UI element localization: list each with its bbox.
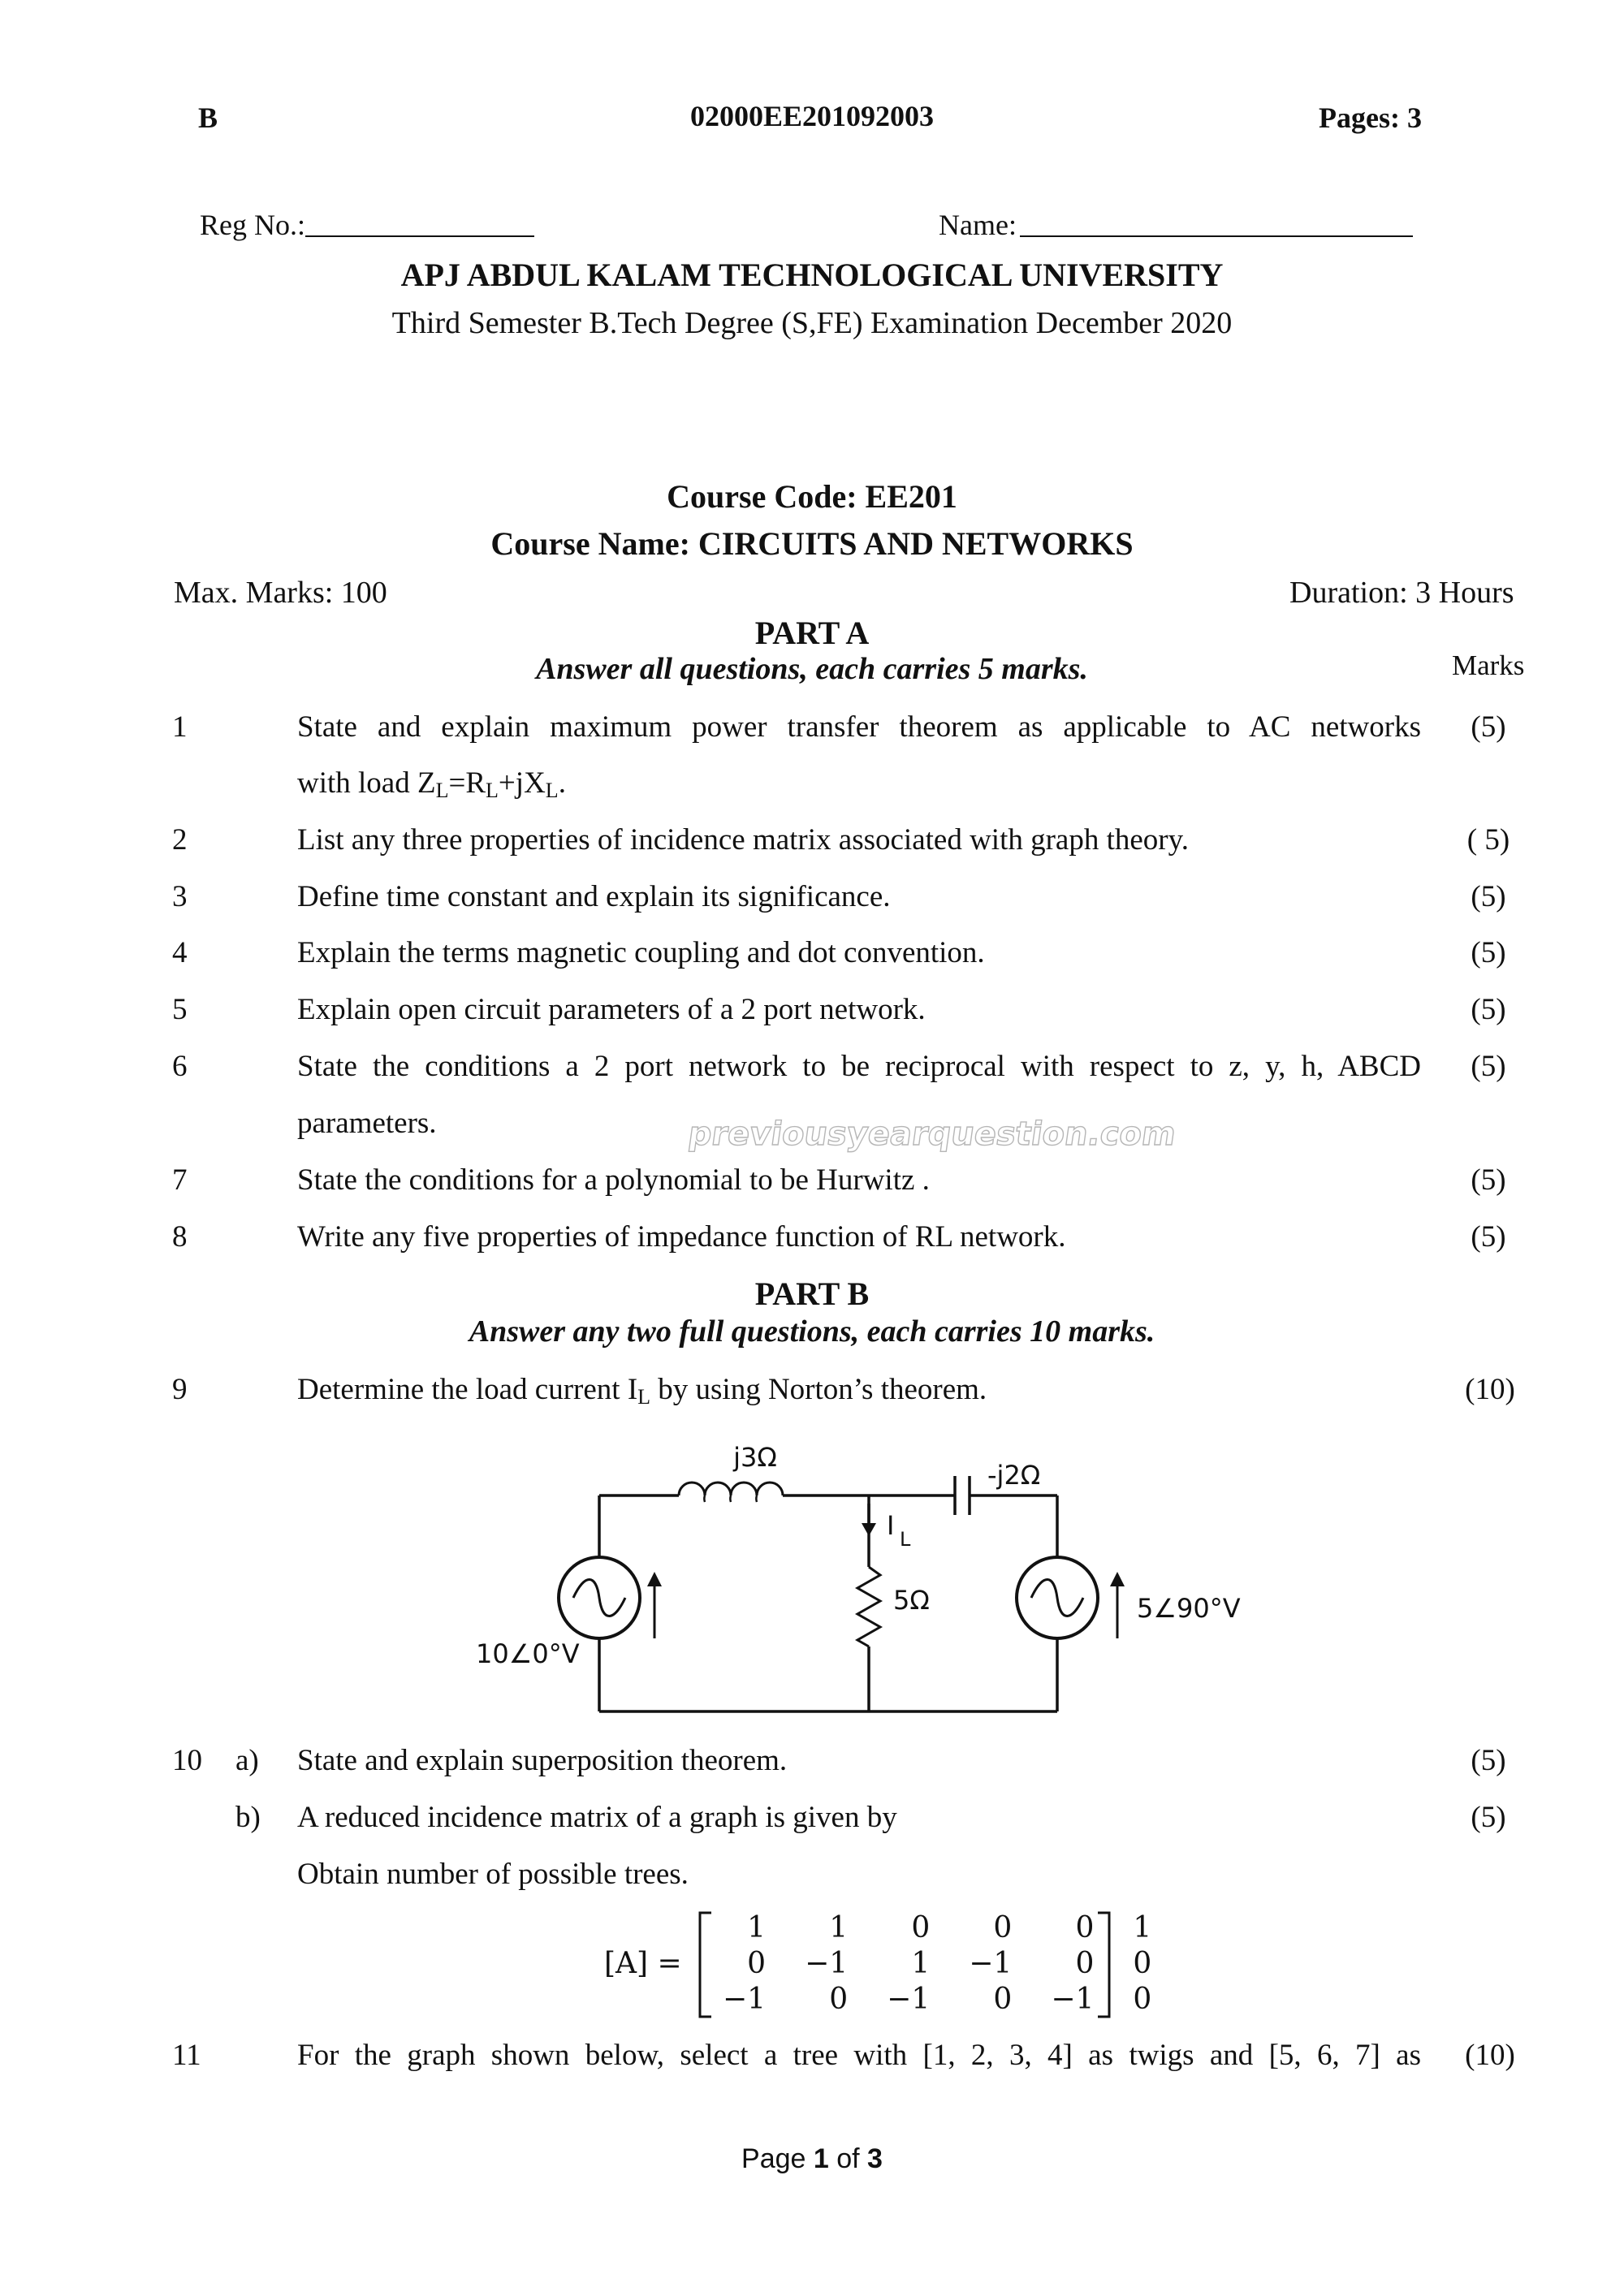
- matrix-cell: 0: [1133, 1946, 1152, 1980]
- q4-text: Explain the terms magnetic coupling and dot convention.: [297, 936, 985, 969]
- q8-text: Write any five properties of impedance function of RL network.: [297, 1220, 1066, 1254]
- q6-text-line2: parameters.: [297, 1107, 437, 1140]
- q10a-text: State and explain superposition theorem.: [297, 1744, 788, 1777]
- q10b-text: A reduced incidence matrix of a graph is given by: [297, 1801, 897, 1834]
- capacitor-label: -j2Ω: [987, 1460, 1041, 1491]
- matrix-cell: 0: [993, 1910, 1013, 1944]
- q10b-label: b): [235, 1801, 261, 1834]
- source-left-label: 10∠0°V: [476, 1638, 580, 1669]
- matrix-cell: 0: [993, 1982, 1013, 2016]
- q6-number: 6: [172, 1050, 188, 1083]
- resistor-label: 5Ω: [893, 1585, 930, 1616]
- set-label: B: [198, 101, 218, 134]
- page-footer: Page 1 of 3: [741, 2143, 883, 2174]
- matrix-cell: 0: [1133, 1982, 1152, 2016]
- q2-number: 2: [172, 823, 188, 857]
- q7-text: State the conditions for a polynomial to be Hurwitz .: [297, 1163, 930, 1197]
- matrix-cell: 1: [747, 1910, 767, 1944]
- q11-text: For the graph shown below, select a tree with [1, 2, 3, 4] as twigs and [5, 6, 7] as: [297, 2039, 1421, 2072]
- part-a-instruction: Answer all questions, each carries 5 marks.: [536, 652, 1088, 686]
- q10a-marks: (5): [1471, 1744, 1506, 1777]
- q6-text-line1: State the conditions a 2 port network to be reciprocal with respect to z, y, h, ABCD: [297, 1050, 1421, 1083]
- q11-marks: (10): [1465, 2039, 1515, 2072]
- q6-marks: (5): [1471, 1050, 1506, 1083]
- q5-marks: (5): [1471, 993, 1506, 1026]
- q9-number: 9: [172, 1373, 188, 1406]
- course-name: Course Name: CIRCUITS AND NETWORKS: [490, 525, 1134, 562]
- matrix-cell: 1: [829, 1910, 849, 1944]
- marks-header: Marks: [1452, 650, 1525, 681]
- q9-marks: (10): [1465, 1373, 1515, 1406]
- q10b-text-line2: Obtain number of possible trees.: [297, 1858, 689, 1891]
- exam-title: Third Semester B.Tech Degree (S,FE) Examination December 2020: [391, 306, 1233, 340]
- q3-number: 3: [172, 880, 188, 913]
- q8-marks: (5): [1471, 1220, 1506, 1254]
- matrix-cell: 0: [911, 1910, 931, 1944]
- course-code: Course Code: EE201: [667, 478, 957, 515]
- q8-number: 8: [172, 1220, 188, 1254]
- part-a-title: PART A: [754, 615, 870, 651]
- matrix-cell: −1: [1051, 1982, 1095, 2016]
- matrix-cell: −1: [887, 1982, 931, 2016]
- name-label: Name:: [939, 209, 1017, 241]
- matrix-row: [703, 1945, 1171, 1981]
- matrix-row: [703, 1910, 1171, 1945]
- q2-marks: ( 5): [1466, 823, 1510, 857]
- source-right-label: 5∠90°V: [1137, 1593, 1241, 1624]
- q2-text: List any three properties of incidence matrix associated with graph theory.: [297, 823, 1189, 857]
- reg-no-label: Reg No.:: [200, 209, 305, 241]
- incidence-matrix: [703, 1910, 1171, 2017]
- q1-text-line1: State and explain maximum power transfer theorem as applicable to AC networks: [297, 710, 1421, 744]
- matrix-cell: −1: [805, 1946, 849, 1980]
- q3-marks: (5): [1471, 880, 1506, 913]
- matrix-cell: −1: [969, 1946, 1013, 1980]
- q5-text: Explain open circuit parameters of a 2 port network.: [297, 993, 926, 1026]
- current-label-sub: L: [900, 1528, 911, 1551]
- q10-number: 10: [172, 1744, 202, 1777]
- q1-number: 1: [172, 710, 188, 744]
- q1-text-line2: with load $Z_L=R_L+jX_L$.: [297, 766, 566, 802]
- paper-code: 02000EE201092003: [689, 100, 935, 132]
- matrix-label: [A] =: [604, 1947, 682, 1980]
- q5-number: 5: [172, 993, 188, 1026]
- matrix-cell: 0: [747, 1946, 767, 1980]
- q10b-marks: (5): [1471, 1801, 1506, 1834]
- q3-text: Define time constant and explain its significance.: [297, 880, 891, 913]
- matrix-cell: 1: [1133, 1910, 1152, 1944]
- matrix-row: [703, 1981, 1171, 2017]
- matrix-cell: 1: [911, 1946, 931, 1980]
- q4-marks: (5): [1471, 936, 1506, 969]
- part-b-title: PART B: [754, 1275, 870, 1312]
- page-count: Pages: 3: [1319, 101, 1422, 134]
- matrix-cell: −1: [723, 1982, 767, 2016]
- matrix-cell: 0: [1075, 1946, 1095, 1980]
- matrix-cell: 0: [1075, 1910, 1095, 1944]
- current-label: I: [887, 1510, 895, 1541]
- part-b-instruction: Answer any two full questions, each carries 10 marks.: [469, 1314, 1155, 1349]
- max-marks: Max. Marks: 100: [174, 576, 387, 610]
- q9-text: Determine the load current $I_L$ by using Norton’s theorem.: [297, 1373, 987, 1409]
- watermark-logo: previousyearquestion.com: [685, 1116, 1179, 1153]
- duration: Duration: 3 Hours: [1289, 576, 1514, 610]
- matrix-cell: 0: [829, 1982, 849, 2016]
- q10a-label: a): [235, 1744, 259, 1777]
- university-name: APJ ABDUL KALAM TECHNOLOGICAL UNIVERSITY: [400, 257, 1224, 293]
- q1-marks: (5): [1471, 710, 1506, 744]
- q11-number: 11: [172, 2039, 201, 2072]
- q4-number: 4: [172, 936, 188, 969]
- q7-number: 7: [172, 1163, 188, 1197]
- inductor-label: j3Ω: [733, 1442, 777, 1473]
- q7-marks: (5): [1471, 1163, 1506, 1197]
